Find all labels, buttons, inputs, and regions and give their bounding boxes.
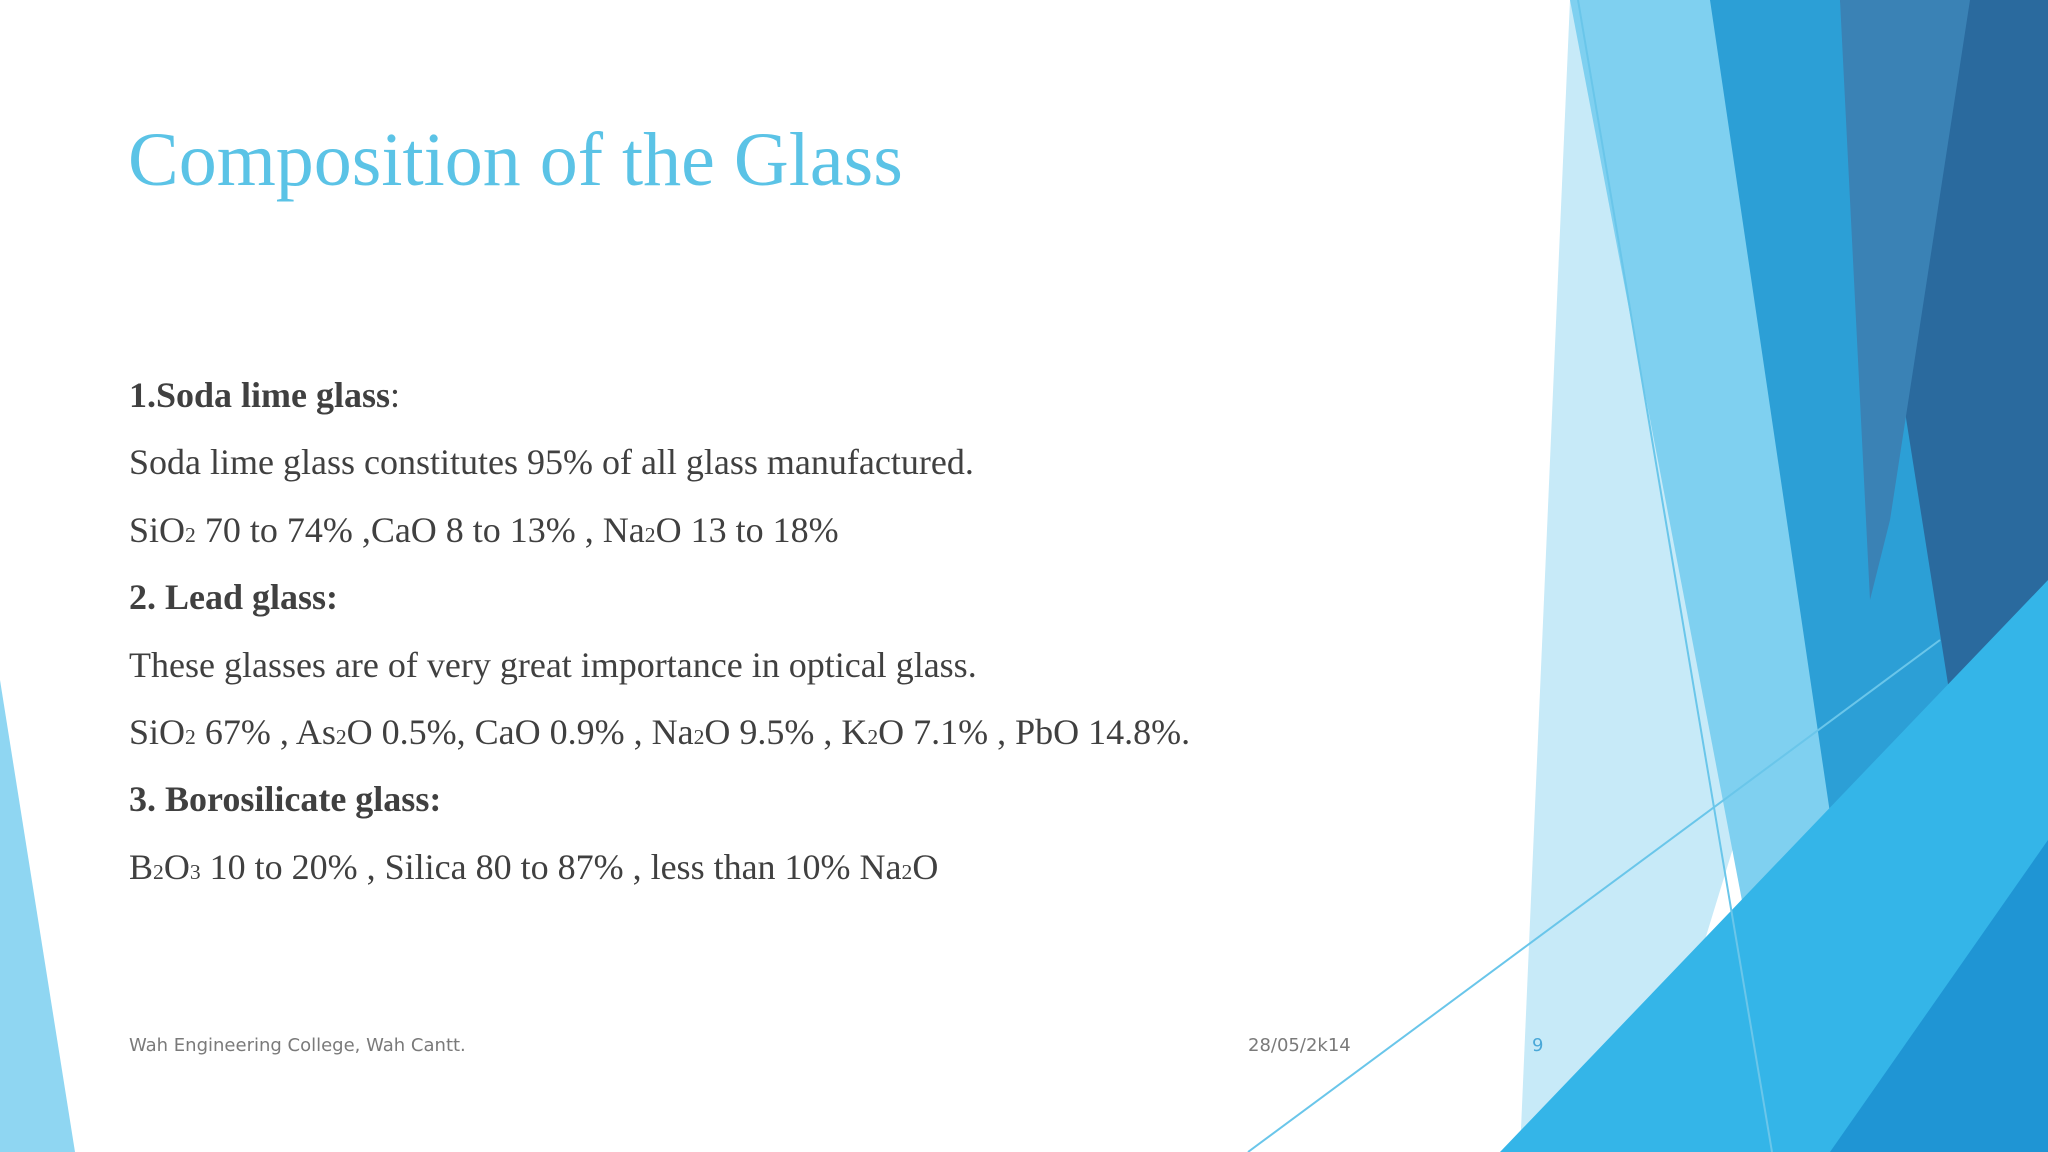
section-heading-soda-lime: 1.Soda lime glass: bbox=[129, 375, 401, 415]
lead-description: These glasses are of very great importance in optical glass. bbox=[129, 644, 977, 685]
lead-formula: SiO2 67% , As2O 0.5%, CaO 0.9% , Na2O 9.5% , K2O 7.1% , PbO 14.8%. bbox=[129, 711, 1191, 752]
soda-lime-formula: SiO2 70 to 74% ,CaO 8 to 13% , Na2O 13 to 18% bbox=[129, 509, 839, 550]
soda-lime-description: Soda lime glass constitutes 95% of all glass manufactured. bbox=[129, 442, 974, 483]
footer-date: 28/05/2k14 bbox=[1248, 1035, 1351, 1056]
slide-title: Composition of the Glass bbox=[128, 118, 903, 202]
slide-number: 9 bbox=[1532, 1035, 1544, 1056]
borosilicate-formula: B2O3 10 to 20% , Silica 80 to 87% , less than 10% Na2O bbox=[129, 846, 939, 887]
slide-body bbox=[129, 362, 1509, 901]
left-edge-triangle bbox=[0, 680, 75, 1152]
footer-organization: Wah Engineering College, Wah Cantt. bbox=[129, 1035, 466, 1056]
section-heading-lead: 2. Lead glass: bbox=[129, 577, 339, 618]
section-heading-borosilicate: 3. Borosilicate glass: bbox=[129, 779, 442, 820]
